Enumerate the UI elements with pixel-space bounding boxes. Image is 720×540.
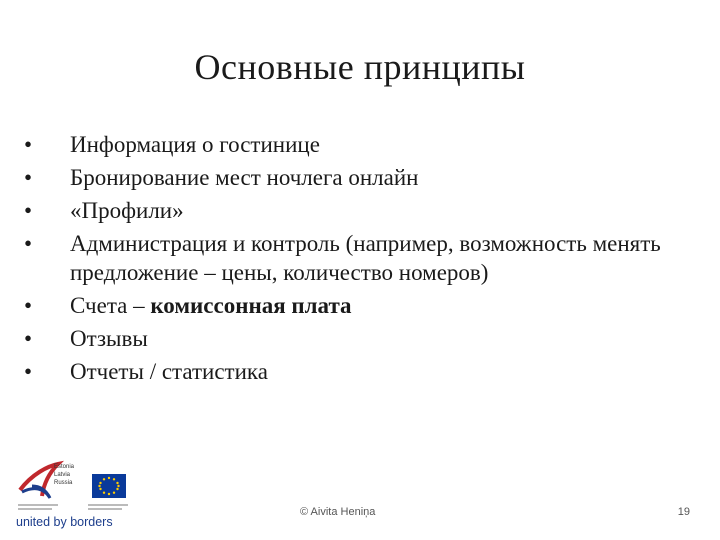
logo-tagline: united by borders bbox=[16, 515, 113, 529]
logo-fine-print bbox=[88, 508, 122, 510]
bullet-icon: • bbox=[24, 293, 33, 318]
program-logo bbox=[14, 456, 144, 532]
bullet-list bbox=[24, 130, 684, 390]
bullet-text: Администрация и контроль (например, возможность менять предложение – цены, количество номеров) bbox=[70, 231, 661, 285]
list-item bbox=[24, 229, 684, 287]
bullet-icon: • bbox=[24, 165, 33, 190]
bullet-text: Счета – bbox=[70, 293, 151, 318]
bullet-icon: • bbox=[24, 198, 33, 223]
bullet-text: Отзывы bbox=[70, 326, 148, 351]
slide-title: Основные принципы bbox=[194, 47, 526, 87]
logo-country-latvia: Latvia bbox=[54, 472, 71, 478]
list-item bbox=[24, 163, 684, 192]
logo-graphic bbox=[14, 456, 144, 532]
logo-country-russia: Russia bbox=[54, 480, 73, 486]
logo-fine-print bbox=[88, 504, 128, 506]
logo-country-estonia: Estonia bbox=[54, 464, 75, 470]
bullet-text: Информация о гостинице bbox=[70, 132, 320, 157]
list-item bbox=[24, 130, 684, 159]
bullet-bold-text: комиссонная плата bbox=[150, 293, 352, 318]
footer-credit: © Aivita Heniņa bbox=[300, 506, 376, 518]
list-item bbox=[24, 196, 684, 225]
list-item bbox=[24, 357, 684, 386]
bullet-icon: • bbox=[24, 359, 33, 384]
bullet-text: Отчеты / статистика bbox=[70, 359, 268, 384]
logo-fine-print bbox=[18, 504, 58, 506]
logo-fine-print bbox=[18, 508, 52, 510]
bullet-text: Бронирование мест ночлега онлайн bbox=[70, 165, 419, 190]
list-item bbox=[24, 291, 684, 320]
list-item bbox=[24, 324, 684, 353]
bullet-icon: • bbox=[24, 326, 33, 351]
bullet-icon: • bbox=[24, 231, 33, 256]
page-number: 19 bbox=[677, 506, 690, 518]
bullet-icon: • bbox=[24, 132, 33, 157]
bullet-text: «Профили» bbox=[70, 198, 184, 223]
